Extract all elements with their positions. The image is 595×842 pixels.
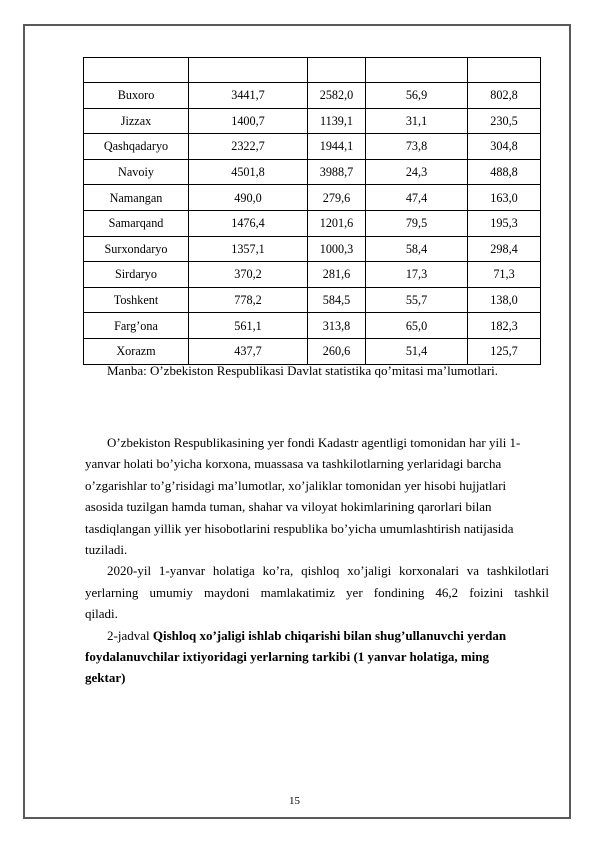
paragraph-line: 2020-yil 1-yanvar holatiga ko’ra, qishloq xo’jaligi korxonalari va tashkilotlari: [107, 563, 549, 579]
table-caption: [85, 625, 549, 646]
value-cell: 1201,6: [308, 210, 366, 236]
value-cell: 490,0: [189, 185, 308, 211]
value-cell: 24,3: [366, 159, 468, 185]
value-cell: 3441,7: [189, 83, 308, 109]
table-caption-title: gektar): [85, 670, 126, 686]
value-cell: 56,9: [366, 83, 468, 109]
value-cell: 802,8: [468, 83, 541, 109]
header-cell: [468, 58, 541, 83]
value-cell: 182,3: [468, 313, 541, 339]
region-cell: Toshkent: [84, 287, 189, 313]
region-cell: Namangan: [84, 185, 189, 211]
table-row: [84, 159, 541, 185]
value-cell: 260,6: [308, 338, 366, 364]
value-cell: 47,4: [366, 185, 468, 211]
value-cell: 2582,0: [308, 83, 366, 109]
header-cell: [84, 58, 189, 83]
value-cell: 778,2: [189, 287, 308, 313]
table-row: [84, 134, 541, 160]
region-cell: Farg’ona: [84, 313, 189, 339]
value-cell: 73,8: [366, 134, 468, 160]
header-cell: [366, 58, 468, 83]
paragraph-line: O’zbekiston Respublikasining yer fondi Kadastr agentligi tomonidan har yili 1-: [107, 435, 521, 450]
value-cell: 55,7: [366, 287, 468, 313]
value-cell: 58,4: [366, 236, 468, 262]
region-cell: Navoiy: [84, 159, 189, 185]
table-caption-line: [85, 667, 549, 688]
value-cell: 230,5: [468, 108, 541, 134]
paragraph-line: yerlarning umumiy maydoni mamlakatimiz yer fondining 46,2 foizini tashkil: [85, 584, 549, 600]
table-row: [84, 313, 541, 339]
region-cell: Buxoro: [84, 83, 189, 109]
value-cell: 298,4: [468, 236, 541, 262]
page-number: 15: [289, 795, 300, 807]
header-cell: [189, 58, 308, 83]
table-caption-prefix: 2-jadval: [107, 627, 153, 643]
region-cell: Surxondaryo: [84, 236, 189, 262]
table-row: [84, 236, 541, 262]
value-cell: 1139,1: [308, 108, 366, 134]
value-cell: 1476,4: [189, 210, 308, 236]
value-cell: 304,8: [468, 134, 541, 160]
paragraph-land-fund: [85, 432, 549, 689]
paragraph-line: o’zgarishlar to’g’risidagi ma’lumotlar, xo’jaliklar tomonidan yer hisobi hujjatlari: [85, 477, 507, 493]
value-cell: 313,8: [308, 313, 366, 339]
value-cell: 584,5: [308, 287, 366, 313]
table-row: [84, 262, 541, 288]
value-cell: 31,1: [366, 108, 468, 134]
value-cell: 17,3: [366, 262, 468, 288]
value-cell: 3988,7: [308, 159, 366, 185]
value-cell: 281,6: [308, 262, 366, 288]
table-row: [84, 210, 541, 236]
region-cell: Xorazm: [84, 338, 189, 364]
value-cell: 4501,8: [189, 159, 308, 185]
table-row: [84, 185, 541, 211]
region-cell: Sirdaryo: [84, 262, 189, 288]
value-cell: 1357,1: [189, 236, 308, 262]
table-caption-title: foydalanuvchilar ixtiyoridagi yerlarning tarkibi (1 yanvar holatiga, ming: [85, 649, 489, 665]
table-caption-line: [85, 646, 549, 667]
table-row: [84, 338, 541, 364]
regional-land-table: [83, 57, 541, 365]
value-cell: 1400,7: [189, 108, 308, 134]
table-header-row: [84, 58, 541, 83]
paragraph-line: tasdiqlangan yillik yer hisobotlarini respublika bo’yicha umumlashtirish natijasida: [85, 520, 514, 536]
table-caption-title: Qishloq xo’jaligi ishlab chiqarishi bilan shug’ullanuvchi yerdan: [152, 627, 507, 643]
value-cell: 65,0: [366, 313, 468, 339]
value-cell: 79,5: [366, 210, 468, 236]
value-cell: 1000,3: [308, 236, 366, 262]
paragraph-line: tuziladi.: [85, 542, 128, 558]
paragraph-line: qiladi.: [85, 606, 118, 622]
value-cell: 370,2: [189, 262, 308, 288]
header-cell: [308, 58, 366, 83]
paragraph-line: yanvar holati bo’yicha korxona, muassasa va tashkilotlarning yerlaridagi barcha: [85, 456, 502, 472]
value-cell: 138,0: [468, 287, 541, 313]
paragraph-line: asosida tuzilgan hamda tuman, shahar va viloyat hokimlarining qarorlari bilan: [85, 499, 492, 515]
value-cell: 195,3: [468, 210, 541, 236]
value-cell: 279,6: [308, 185, 366, 211]
region-cell: Samarqand: [84, 210, 189, 236]
table-row: [84, 108, 541, 134]
value-cell: 125,7: [468, 338, 541, 364]
table-row: [84, 287, 541, 313]
region-cell: Jizzax: [84, 108, 189, 134]
value-cell: 51,4: [366, 338, 468, 364]
table-row: [84, 83, 541, 109]
region-cell: Qashqadaryo: [84, 134, 189, 160]
value-cell: 71,3: [468, 262, 541, 288]
value-cell: 561,1: [189, 313, 308, 339]
value-cell: 1944,1: [308, 134, 366, 160]
source-note: Manba: O’zbekiston Respublikasi Davlat statistika qo’mitasi ma’lumotlari.: [107, 363, 499, 378]
value-cell: 437,7: [189, 338, 308, 364]
value-cell: 2322,7: [189, 134, 308, 160]
value-cell: 163,0: [468, 185, 541, 211]
value-cell: 488,8: [468, 159, 541, 185]
